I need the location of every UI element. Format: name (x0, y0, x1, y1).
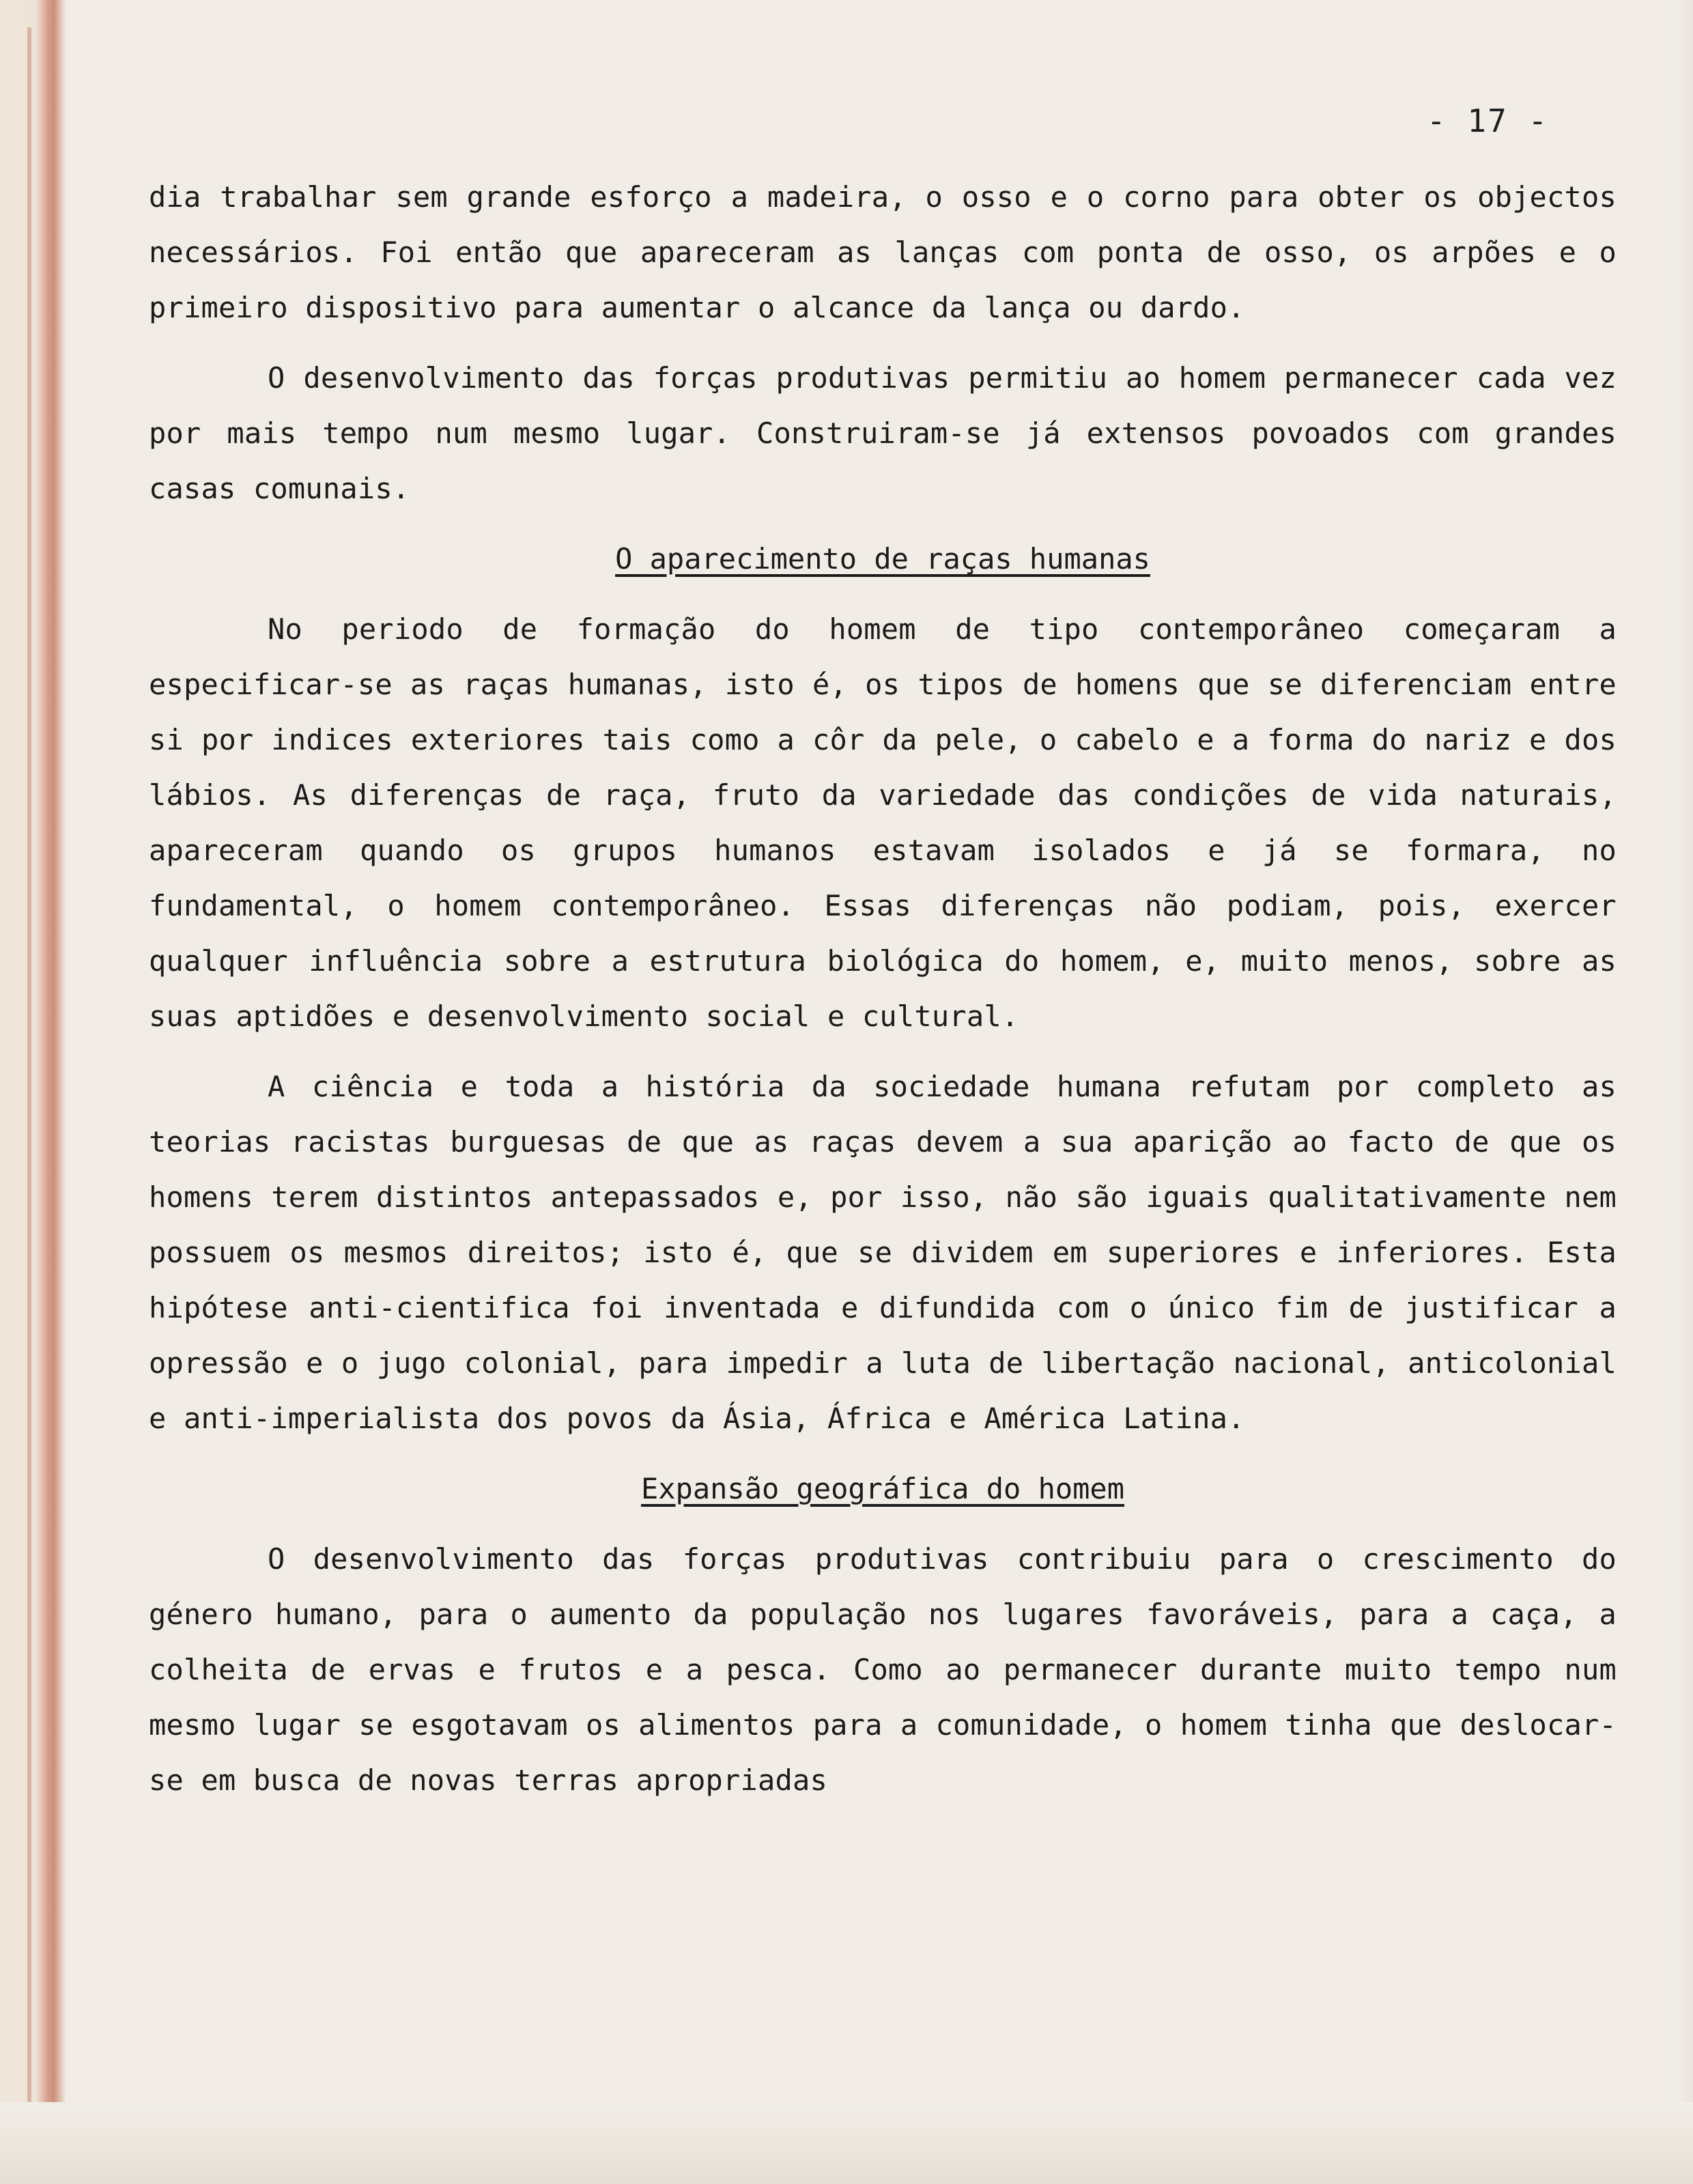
paragraph: O desenvolvimento das forças produtivas contribuiu para o crescimento do género humano, para o aumento da população nos lugares favoráveis, para a caça, a colheita de ervas e frutos e a pesca. Como ao permanecer durante muito tempo num mesmo lugar se esgotavam os alimentos para a comunidade, o homem tinha que deslocar-se em busca de novas terras apropriadas (149, 1542, 1617, 1797)
paragraph-gap (149, 1044, 1617, 1059)
section-heading: O aparecimento de raças humanas (615, 542, 1150, 576)
page-bottom-edge (0, 2102, 1693, 2184)
paragraph: O desenvolvimento das forças produtivas permitiu ao homem permanecer cada vez por mais tempo num mesmo lugar. Construiram-se já extensos povoados com grandes casas comunais. (149, 361, 1617, 505)
page-right-edge (1677, 0, 1693, 2184)
paragraph: No periodo de formação do homem de tipo contemporâneo começaram a especificar-se as raças humanas, isto é, os tipos de homens que se diferenciam entre si por indices exteriores tais como a côr da pele, o cabelo e a forma do nariz e dos lábios. As diferenças de raça, fruto da variedade das condições de vida naturais, apareceram quando os grupos humanos estavam isolados e já se formara, no fundamental, o homem contemporâneo. Essas diferenças não podiam, pois, exercer qualquer influência sobre a estrutura biológica do homem, e, muito menos, sobre as suas aptidões e desenvolvimento social e cultural. (149, 612, 1617, 1033)
section-heading: Expansão geográfica do homem (640, 1472, 1124, 1505)
page-binding-edge (0, 0, 66, 2184)
paragraph-gap (149, 1516, 1617, 1531)
page-number: - 17 - (1427, 102, 1549, 139)
paragraph-gap (149, 516, 1617, 531)
paragraph-gap (149, 1446, 1617, 1461)
paragraph-gap (149, 335, 1617, 350)
paragraph: dia trabalhar sem grande esforço a madeira, o osso e o corno para obter os objectos necessários. Foi então que apareceram as lanças com ponta de osso, os arpões e o primeiro dispositivo para aumentar o alcance da lança ou dardo. (149, 180, 1617, 324)
page-body (149, 169, 1617, 1808)
paragraph-gap (149, 586, 1617, 601)
paragraph: A ciência e toda a história da sociedade humana refutam por completo as teorias racistas burguesas de que as raças devem a sua aparição ao facto de que os homens terem distintos antepassados e, por isso, não são iguais qualitativamente nem possuem os mesmos direitos; isto é, que se dividem em superiores e inferiores. Esta hipótese anti-cientifica foi inventada e difundida com o único fim de justificar a opressão e o jugo colonial, para impedir a luta de libertação nacional, anticolonial e anti-imperialista dos povos da Ásia, África e América Latina. (149, 1070, 1617, 1435)
